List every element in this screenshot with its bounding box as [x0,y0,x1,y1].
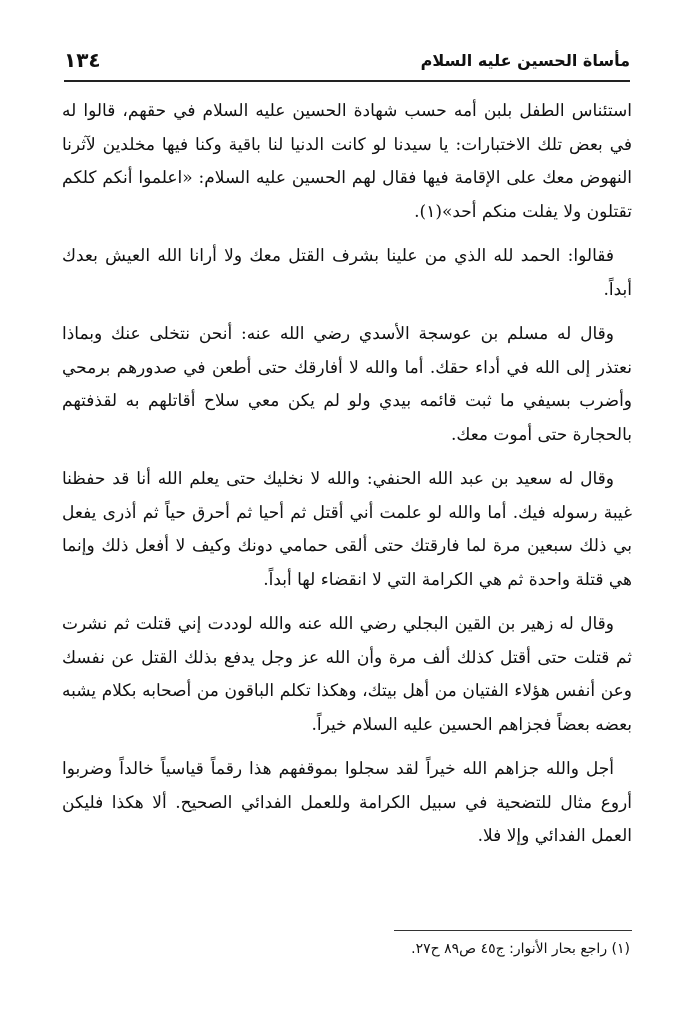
footnote-divider [394,930,632,931]
page-number: ١٣٤ [64,48,101,72]
paragraph: استئناس الطفل بلبن أمه حسب شهادة الحسين عليه السلام في حقهم، قالوا له في بعض تلك الاختبارات: يا سيدنا لو كانت الدنيا لنا باقية وكنا فيها مخلدين لآثرنا النهوض معك على الإقامة فيها فقال لهم الحسين عليه السلام: «اعلموا أنكم كلكم تقتلون ولا يفلت منكم أحد»(١). [62,101,632,222]
paragraph: وقال له مسلم بن عوسجة الأسدي رضي الله عنه: أنحن نتخلى عنك وبماذا نعتذر إلى الله في أداء حقك. أما والله لا أفارقك حتى أطعن في صدورهم برمحي وأضرب بسيفي ما ثبت قائمه بيدي ولو لم يكن معي سلاح أقاتلهم به لقذفتهم بالحجارة حتى أموت معك. [62,324,632,445]
paragraph: فقالوا: الحمد لله الذي من علينا بشرف القتل معك ولا أرانا الله العيش بعدك أبداً. [62,246,632,300]
paragraph: وقال له زهير بن القين البجلي رضي الله عنه والله لوددت إني قتلت ثم نشرت ثم قتلت حتى أقتل كذلك ألف مرة وأن الله عز وجل يدفع بذلك القتل عن نفسك وعن أنفس هؤلاء الفتيان من أهل بيتك، وهكذا تكلم الباقون من أصحابه بكلام يشبه بعضه بعضاً فجزاهم الحسين عليه السلام خيراً. [62,614,632,735]
page-header [64,40,630,82]
paragraph: وقال له سعيد بن عبد الله الحنفي: والله لا نخليك حتى يعلم الله أنا قد حفظنا غيبة رسوله فيك. أما والله لو علمت أني أقتل ثم أحيا ثم أحرق حياً ثم أذرى يفعل بي ذلك سبعين مرة لما فارقتك حتى ألقى حمامي دونك وكيف لا أفعل ذلك وإنما هي قتلة واحدة ثم هي الكرامة التي لا انقضاء لها أبداً. [62,469,632,590]
running-title: مأساة الحسين عليه السلام [420,50,630,70]
footnote: (١) راجع بحار الأنوار: ج٤٥ ص٨٩ ح٢٧. [411,941,630,957]
paragraph: أجل والله جزاهم الله خيراً لقد سجلوا بموقفهم هذا رقماً قياسياً خالداً وضربوا أروع مثال للتضحية في سبيل الكرامة وللعمل الفدائي الصحيح. ألا هكذا فليكن العمل الفدائي وإلا فلا. [62,759,632,846]
page-body [62,95,632,865]
